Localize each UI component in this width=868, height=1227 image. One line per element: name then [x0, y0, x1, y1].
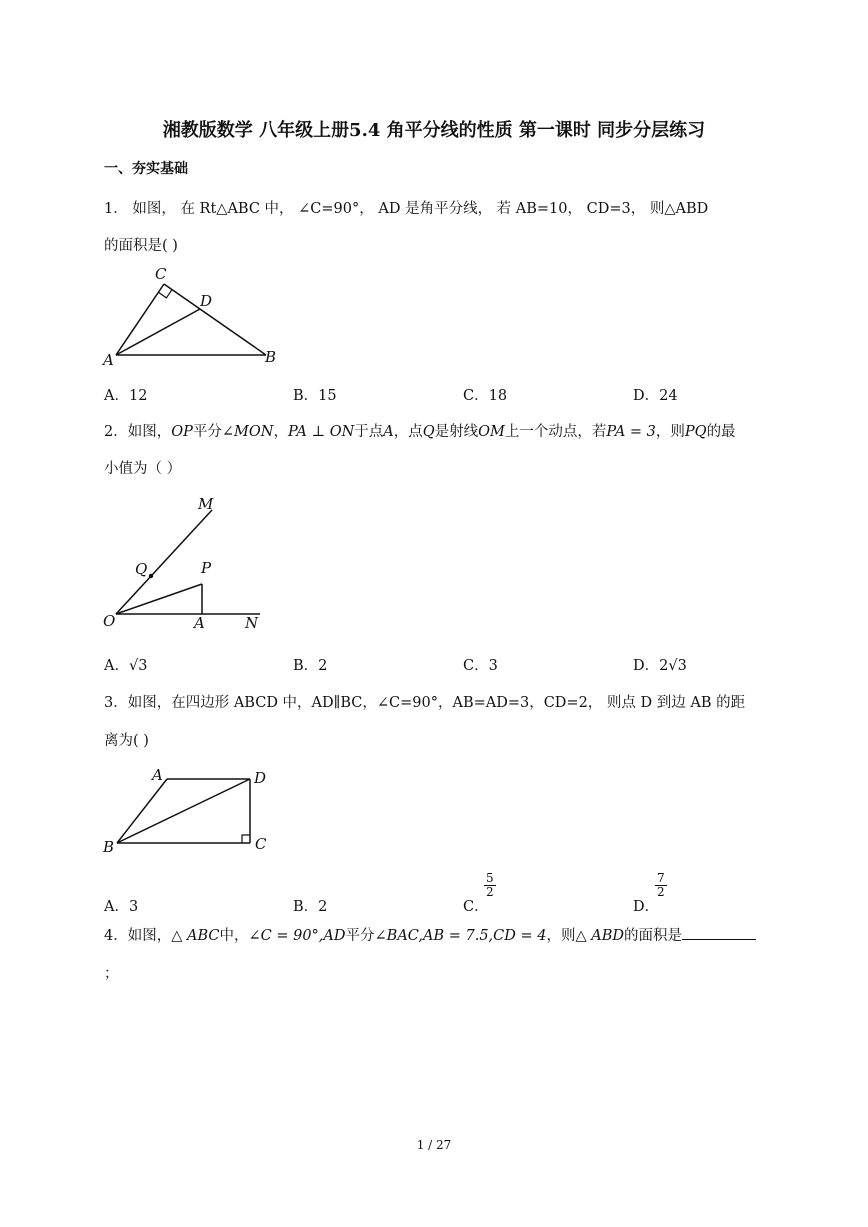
q2-text: ，点 [393, 424, 423, 440]
q2-text: 于点 [354, 424, 384, 440]
q4-text: ，则 [546, 928, 576, 944]
q2-math: ∠MON [221, 424, 274, 440]
q4-text: 的面积是 [624, 928, 682, 944]
section-heading: 一、夯实基础 [104, 161, 188, 177]
q2-option-c: C．3 [463, 658, 498, 674]
q3-quadrilateral-figure [100, 762, 280, 862]
q2-option-d-label: D． [633, 658, 660, 674]
q2-math: PQ [684, 424, 707, 440]
q2-point-q [149, 574, 153, 578]
q2-math: OM [478, 424, 505, 440]
q2-label-q: Q [135, 560, 148, 578]
q2-math: Q [422, 424, 435, 440]
q2-math: PA = 3 [606, 424, 656, 440]
q2-math: OP [171, 424, 193, 440]
q3-option-a: A．3 [104, 899, 139, 915]
q2-label-n: N [245, 614, 259, 632]
q4-math: △ ABD [575, 928, 624, 944]
page-number: 1 / 27 [416, 1138, 452, 1152]
q3-option-c-fraction [484, 872, 496, 899]
q1-option-a: A．12 [104, 388, 148, 404]
q2-text: ，则 [655, 424, 685, 440]
q2-math: A [383, 424, 394, 440]
q2-label-m: M [198, 495, 214, 513]
q3-option-d-label: D． [633, 899, 660, 915]
q3-option-c-numerator: 5 [486, 871, 494, 885]
q4-text: 平分 [345, 928, 375, 944]
q3-label-b: B [103, 838, 115, 856]
q4-answer-blank [682, 924, 756, 940]
q2-label-o: O [103, 612, 116, 630]
q3-option-c-label: C． [463, 899, 489, 915]
q2-text: 上一个动点，若 [504, 424, 607, 440]
q4-text-line1 [104, 924, 756, 945]
q4-math: △ ABC [171, 928, 220, 944]
q4-text: 中， [219, 928, 249, 944]
q1-text-line1: 1． 如图， 在 Rt△ABC 中， ∠C=90°， AD 是角平分线， 若 AB=10， CD=3， 则△ABD [104, 201, 709, 217]
q3-label-d: D [254, 769, 267, 787]
q2-text-line2: 小值为（ ） [104, 461, 182, 477]
q2-option-a-value: √3 [128, 658, 148, 674]
q1-label-b: B [265, 348, 277, 366]
q4-math: ∠C = 90°,AD [248, 928, 346, 944]
q2-option-d-value: 2√3 [659, 658, 687, 674]
q3-label-c: C [255, 835, 267, 853]
q3-option-b: B．2 [293, 899, 328, 915]
page-title: 湘教版数学 八年级上册5.4 角平分线的性质 第一课时 同步分层练习 [162, 120, 706, 141]
q2-text-line1 [104, 420, 736, 441]
q3-label-a: A [152, 766, 163, 784]
q1-label-c: C [155, 265, 167, 283]
q1-label-d: D [200, 292, 213, 310]
q2-text: 平分 [192, 424, 222, 440]
q1-option-c: C．18 [463, 388, 508, 404]
q1-option-b: B．15 [293, 388, 337, 404]
q2-text: 的最 [706, 424, 736, 440]
q2-math: PA ⊥ ON [287, 424, 355, 440]
q2-label-p: P [201, 559, 212, 577]
q3-text-line1: 3．如图，在四边形 ABCD 中，AD∥BC，∠C=90°，AB=AD=3，CD=2， 则点 D 到边 AB 的距 [104, 695, 746, 711]
q3-text-line2: 离为( ) [104, 733, 149, 749]
q2-option-a [104, 654, 147, 675]
q1-triangle-figure [100, 262, 290, 372]
q3-option-c-denominator: 2 [486, 885, 494, 899]
q2-text: ， [273, 424, 288, 440]
q2-angle-figure [100, 490, 270, 635]
q2-option-b: B．2 [293, 658, 328, 674]
q2-option-a-label: A． [104, 658, 129, 674]
q4-math: ∠BAC,AB = 7.5,CD = 4 [374, 928, 547, 944]
q4-text: 4．如图， [104, 928, 172, 944]
q3-option-d-denominator: 2 [657, 885, 665, 899]
q2-option-d [633, 654, 687, 675]
q1-label-a: A [103, 351, 114, 369]
q4-text-line2: ； [104, 966, 119, 982]
q3-option-d-fraction [655, 872, 667, 899]
q2-label-a: A [194, 614, 205, 632]
q2-text: 2．如图， [104, 424, 172, 440]
q1-text-line2: 的面积是( ) [104, 238, 178, 254]
q1-option-d: D．24 [633, 388, 678, 404]
q3-option-d-numerator: 7 [657, 871, 665, 885]
q2-text: 是射线 [434, 424, 479, 440]
